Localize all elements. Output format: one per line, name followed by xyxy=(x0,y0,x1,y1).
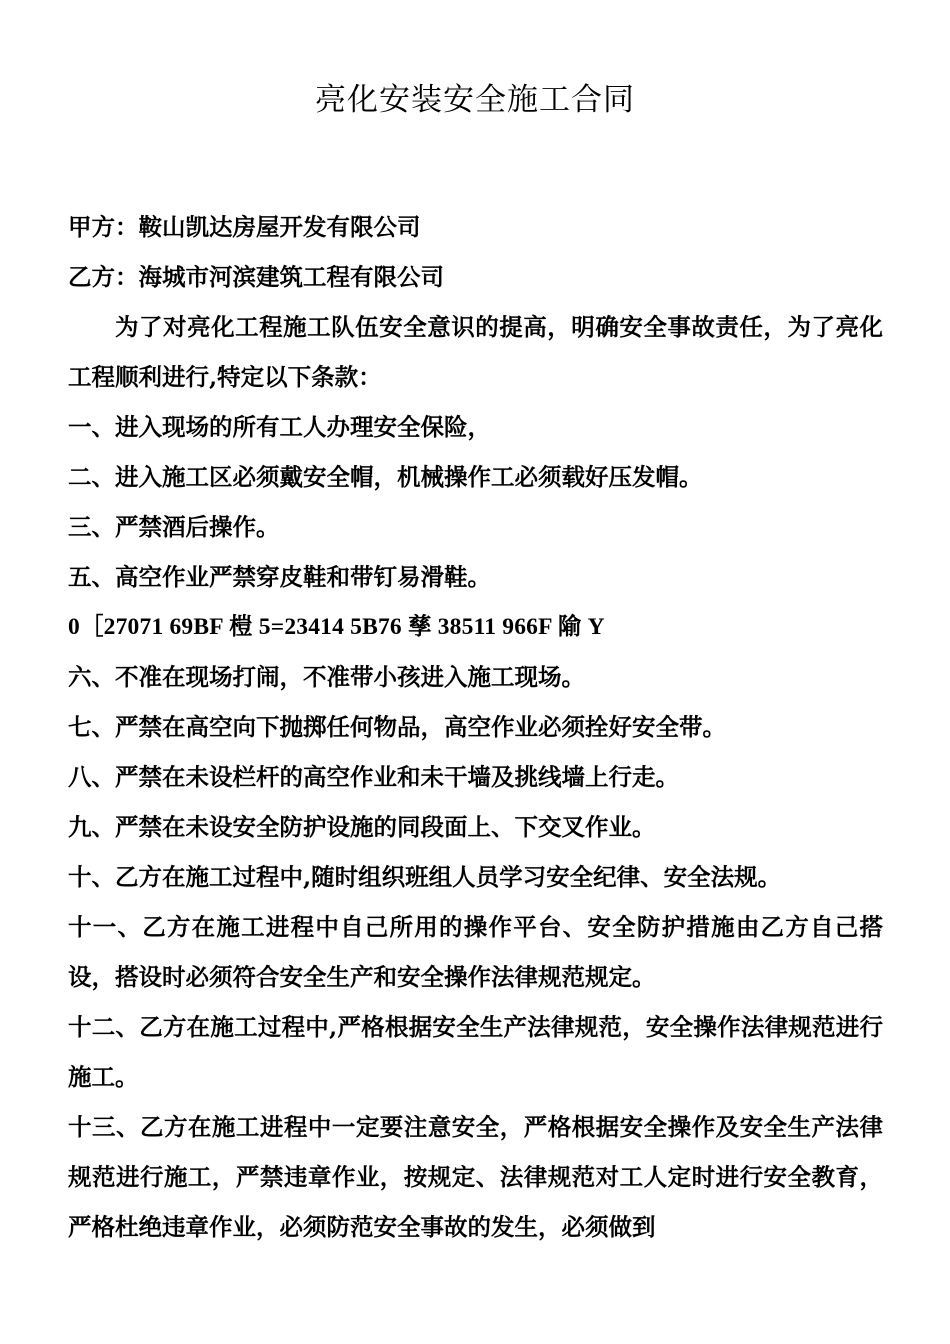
intro-paragraph: 为了对亮化工程施工队伍安全意识的提高，明确安全事故责任，为了亮化工程顺利进行,特定以下条款： xyxy=(68,313,883,391)
clause-11: 十一、乙方在施工进程中自己所用的操作平台、安全防护措施由乙方自己搭设，搭设时必须符合安全生产和安全操作法律规范规定。 xyxy=(68,913,883,991)
document-title: 亮化安装安全施工合同 xyxy=(315,82,635,118)
clause-10: 十、乙方在施工过程中,随时组织班组人员学习安全纪律、安全法规。 xyxy=(68,863,782,891)
clause-12: 十二、乙方在施工过程中,严格根据安全生产法律规范，安全操作法律规范进行施工。 xyxy=(68,1013,883,1091)
party-b-line: 乙方：海城市河滨建筑工程有限公司 xyxy=(68,263,444,291)
party-a-line: 甲方：鞍山凯达房屋开发有限公司 xyxy=(68,213,421,241)
garbled-line: 0［27071 69BF 榿 5=23414 5B76 孳 38511 966F 隃 Y xyxy=(68,614,605,640)
document-body xyxy=(68,202,883,1252)
clause-9: 九、严禁在未设安全防护设施的同段面上、下交叉作业。 xyxy=(68,813,656,841)
clause-5: 五、高空作业严禁穿皮鞋和带钉易滑鞋。 xyxy=(68,563,491,591)
clause-1: 一、进入现场的所有工人办理安全保险， xyxy=(68,413,491,441)
clause-8: 八、严禁在未设栏杆的高空作业和未干墙及挑线墙上行走。 xyxy=(68,763,679,791)
clause-13: 十三、乙方在施工进程中一定要注意安全，严格根据安全操作及安全生产法律规范进行施工，严禁违章作业，按规定、法律规范对工人定时进行安全教育，严格杜绝违章作业，必须防范安全事故的发生，必须做到 xyxy=(68,1113,883,1241)
clause-3: 三、严禁酒后操作。 xyxy=(68,513,280,541)
clause-6: 六、不准在现场打闹，不准带小孩进入施工现场。 xyxy=(68,663,585,691)
clause-2: 二、进入施工区必须戴安全帽，机械操作工必须载好压发帽。 xyxy=(68,463,703,491)
clause-7: 七、严禁在高空向下抛掷任何物品，高空作业必须拴好安全带。 xyxy=(68,713,726,741)
